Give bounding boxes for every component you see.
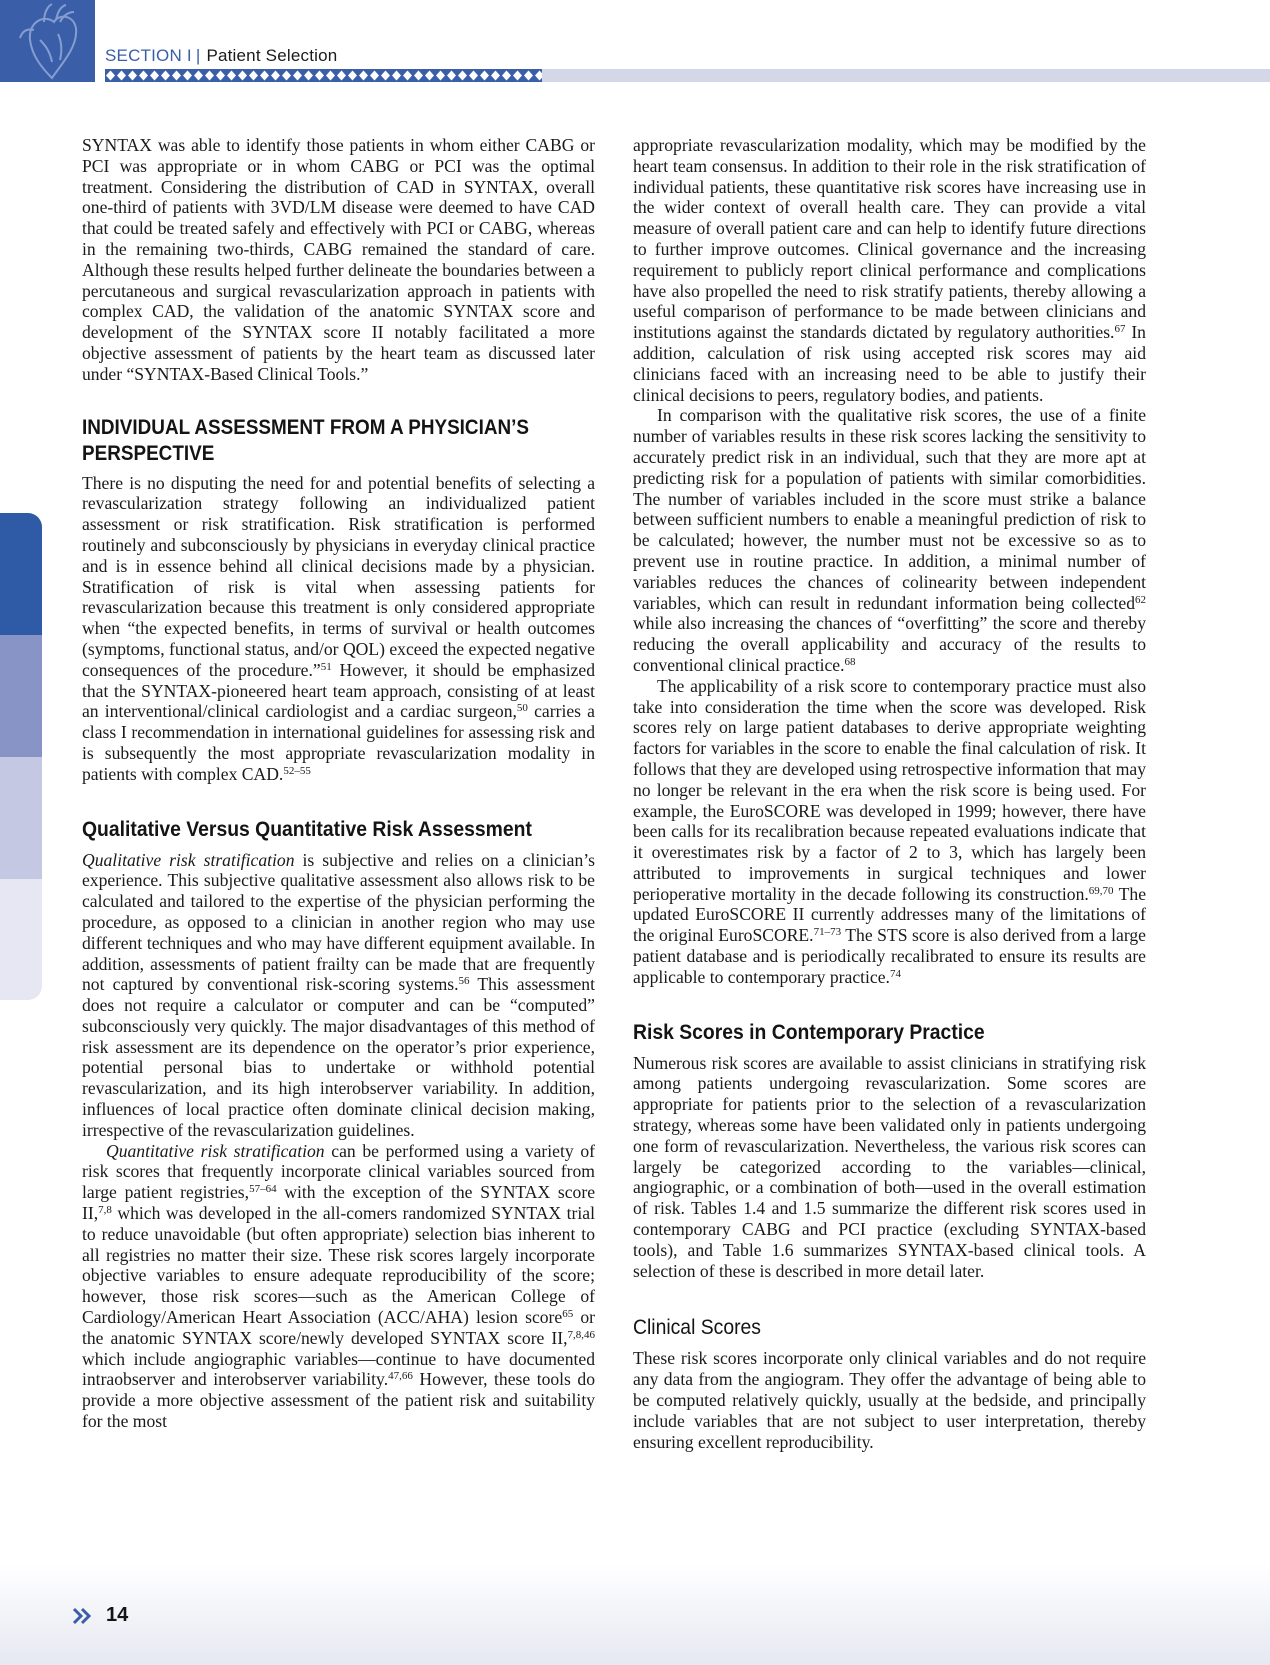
citation: 52–55	[283, 764, 311, 777]
right-column	[633, 135, 1146, 1452]
paragraph-numerous-risk-scores: Numerous risk scores are available to assist clinicians in stratifying risk among patients undergoing revascularization. Some scores are appropriate for patients prior to the selection of a revascularization strategy, whereas some have been validated only in patients undergoing one form of revascularization. Nevertheless, the various risk scores can largely be categorized according to the variables—clinical, angiographic, or a combination of both—used in the overall estimation of risk. Tables 1.4 and 1.5 summarize the different risk scores used in contemporary CABG and PCI practice (excluding SYNTAX-based tools), and Table 1.6 summarizes SYNTAX-based clinical tools. A selection of these is described in more detail later.	[633, 1052, 1146, 1281]
text-run: with the exception of the SYNTAX score II,	[82, 1182, 596, 1224]
italic-term: Quantitative risk stratification	[106, 1140, 325, 1161]
citation: 50	[516, 702, 528, 715]
side-tab-4	[0, 879, 42, 1000]
paragraph-risk-stratification	[82, 473, 595, 785]
body-columns	[82, 135, 1146, 1452]
text-run: carries a class I recommendation in international guidelines for assessing risk and is subsequently the most appropriate revascularization modality in patients with complex CAD.	[82, 701, 595, 784]
diamond-pattern	[105, 69, 542, 82]
text-run: The STS score is also derived from a large patient database and is periodically recalibrated to ensure its results are applicable to contemporary practice.	[633, 925, 1146, 987]
text-run: There is no disputing the need for and potential benefits of selecting a revascularization strategy following an individualized patient assessment or risk stratification. Risk stratification is performed routinely and subconsciously by physicians in everyday clinical practice and is in essence behind all clinical decisions made by a physician. Stratification of risk is vital when assessing patients for revascularization because this treatment is only considered appropriate when “the expected benefits, in terms of survival or health outcomes (symptoms, functional status, and/or QOL) exceed the expected negative consequences of the procedure.”	[82, 472, 595, 680]
heading-qualitative-vs-quantitative: Qualitative Versus Quantitative Risk Assessment	[82, 816, 532, 841]
text-run: appropriate revascularization modality, which may be modified by the heart team consensus. In addition to their role in the risk stratification of individual patients, these quantitative risk scores have increasing use in the wider context of overall health care. They can provide a vital measure of overall patient care and can help to identify future directions to further improve outcomes. Clinical governance and the increasing requirement to publicly report clinical performance and complications have also propelled the need to risk stratify patients, thereby allowing a useful comparison of performance to be made between clinicians and institutions against the standards dictated by regulatory authorities.	[633, 135, 1146, 343]
section-label: SECTION I	[105, 46, 192, 65]
section-topic: Patient Selection	[206, 46, 338, 65]
header-separator: |	[195, 46, 201, 65]
paragraph-qualitative	[82, 850, 595, 1141]
text-run: can be performed using a variety of risk scores that frequently incorporate clinical variables sourced from large patient registries,	[82, 1140, 595, 1203]
text-run: However, it should be emphasized that the SYNTAX-pioneered heart team approach, consisting of at least an interventional/clinical cardiologist and a cardiac surgeon,	[82, 659, 595, 722]
paragraph-revascularization-modality	[633, 135, 1146, 405]
paragraph-applicability	[633, 676, 1146, 988]
citation: 68	[844, 655, 856, 668]
citation: 62	[1135, 593, 1146, 606]
section-logo	[0, 0, 95, 82]
heading-clinical-scores: Clinical Scores	[633, 1315, 761, 1340]
text-run: while also increasing the chances of “overfitting” the score and thereby reducing the overall applicability and accuracy of the results to conventional clinical practice.	[633, 613, 1146, 675]
heart-icon	[0, 0, 95, 82]
text-run: The updated EuroSCORE II currently addresses many of the limitations of the original EuroSCORE.	[633, 883, 1147, 946]
text-run: This assessment does not require a calculator or computer and can be “computed” subconsciously very quickly. The major disadvantages of this method of risk assessment are its dependence on the operator’s prior experience, potential personal bias to undertake or withhold potential revascularization, and its high interobserver variability. In addition, influences of local practice often dominate clinical decision making, irrespective of the revascularization guidelines.	[82, 974, 595, 1140]
text-run: which was developed in the all-comers randomized SYNTAX trial to reduce unavoidable (but often appropriate) selection bias inherent to all registries no matter their size. These risk scores largely incorporate objective variables to ensure adequate reproducibility of the score; however, those risk scores—such as the American College of Cardiology/American Heart Association (ACC/AHA) lesion score	[82, 1203, 595, 1328]
paragraph-clinical-scores: These risk scores incorporate only clinical variables and do not require any data from the angiogram. They offer the advantage of being able to be computed relatively quickly, usually at the bedside, and principally include variables that are not subject to user interpretation, thereby ensuring excellent reproducibility.	[633, 1348, 1146, 1452]
left-column	[82, 135, 595, 1452]
running-header	[105, 46, 337, 66]
text-run: However, these tools do provide a more objective assessment of the patient risk and suitability for the most	[82, 1369, 595, 1432]
header-rule	[105, 69, 1270, 82]
heading-line-1: INDIVIDUAL ASSESSMENT FROM A PHYSICIAN’S	[82, 415, 530, 439]
paragraph-quantitative	[82, 1141, 595, 1432]
text-run: In comparison with the qualitative risk scores, the use of a finite number of variables results in these risk scores lacking the sensitivity to accurately predict risk in an individual, such that they are more apt at predicting risk for a population of patients with similar comorbidities. The number of variables included in the score must strike a balance between sufficient numbers to enable a meaningful prediction of risk to be calculated; however, the number must not be excessive so as to prevent use in routine practice. In addition, a minimal number of variables reduces the chances of colinearity between independent variables, which can result in redundant information being collected	[633, 405, 1146, 613]
heading-individual-assessment	[82, 415, 544, 468]
citation: 7,8,46	[567, 1328, 595, 1341]
citation: 57–64	[249, 1183, 277, 1196]
text-run: or the anatomic SYNTAX score/newly developed SYNTAX score II,	[82, 1307, 595, 1348]
text-run: In addition, calculation of risk using accepted risk scores may aid clinicians faced with an increasing need to be able to justify their clinical decisions to peers, regulatory bodies, and patients.	[633, 322, 1146, 405]
heading-risk-scores: Risk Scores in Contemporary Practice	[633, 1019, 985, 1044]
double-chevron-right-icon	[72, 1607, 98, 1625]
citation: 65	[562, 1308, 574, 1321]
citation: 56	[458, 975, 470, 988]
page-footer	[72, 1604, 128, 1627]
heading-line-2: PERSPECTIVE	[82, 442, 215, 466]
citation: 71–73	[813, 926, 842, 939]
citation: 69,70	[1088, 884, 1114, 897]
citation: 7,8	[98, 1204, 112, 1217]
citation: 47,66	[388, 1370, 413, 1383]
side-tab-2	[0, 635, 42, 757]
page-number: 14	[106, 1604, 129, 1626]
side-tab-3	[0, 757, 42, 879]
citation: 67	[1114, 323, 1126, 336]
text-run: The applicability of a risk score to contemporary practice must also take into consideration the time when the score was developed. Risk scores rely on large patient databases to derive appropriate weighting factors for variables in the score to enable the final calculation of risk. It follows that they are developed using retrospective information that may no longer be relevant in the era when the risk score is being used. For example, the EuroSCORE was developed in 1999; however, there have been calls for its recalibration because repeated evaluations indicate that it overestimates risk by a factor of 2 to 3, which has largely been attributed to improvements in surgical techniques and lower perioperative mortality in the decade following its construction.	[633, 675, 1146, 904]
side-tab-1	[0, 513, 42, 635]
text-run: which include angiographic variables—continue to have documented intraobserver and interobserver variability.	[82, 1348, 595, 1390]
chapter-side-tabs	[0, 513, 42, 1000]
citation: 51	[320, 660, 332, 673]
diamond-pattern-strip	[105, 69, 542, 82]
footer-gradient	[0, 1565, 1270, 1665]
text-run: is subjective and relies on a clinician’s experience. This subjective qualitative assessment also allows risk to be calculated and tailored to the expertise of the physician performing the procedure, as opposed to a clinician in another region who may use different techniques and who may have different equipment available. In addition, assessments of patient frailty can be made that are frequently not captured by conventional risk-scoring systems.	[82, 849, 595, 995]
citation: 74	[889, 967, 901, 980]
paragraph-syntax-summary: SYNTAX was able to identify those patients in whom either CABG or PCI was appropriate or in whom CABG or PCI was the optimal treatment. Considering the distribution of CAD in SYNTAX, overall one-third of patients with 3VD/LM disease were deemed to have CAD that could be treated safely and effectively with PCI or CABG, whereas in the remaining two-thirds, CABG remained the standard of care. Although these results helped further delineate the boundaries between a percutaneous and surgical revascularization approach in patients with complex CAD, the validation of the anatomic SYNTAX score and development of the SYNTAX score II notably facilitated a more objective assessment of patients by the heart team as discussed later under “SYNTAX-Based Clinical Tools.”	[82, 135, 595, 384]
paragraph-comparison	[633, 405, 1146, 675]
italic-term: Qualitative risk stratification	[82, 849, 295, 870]
